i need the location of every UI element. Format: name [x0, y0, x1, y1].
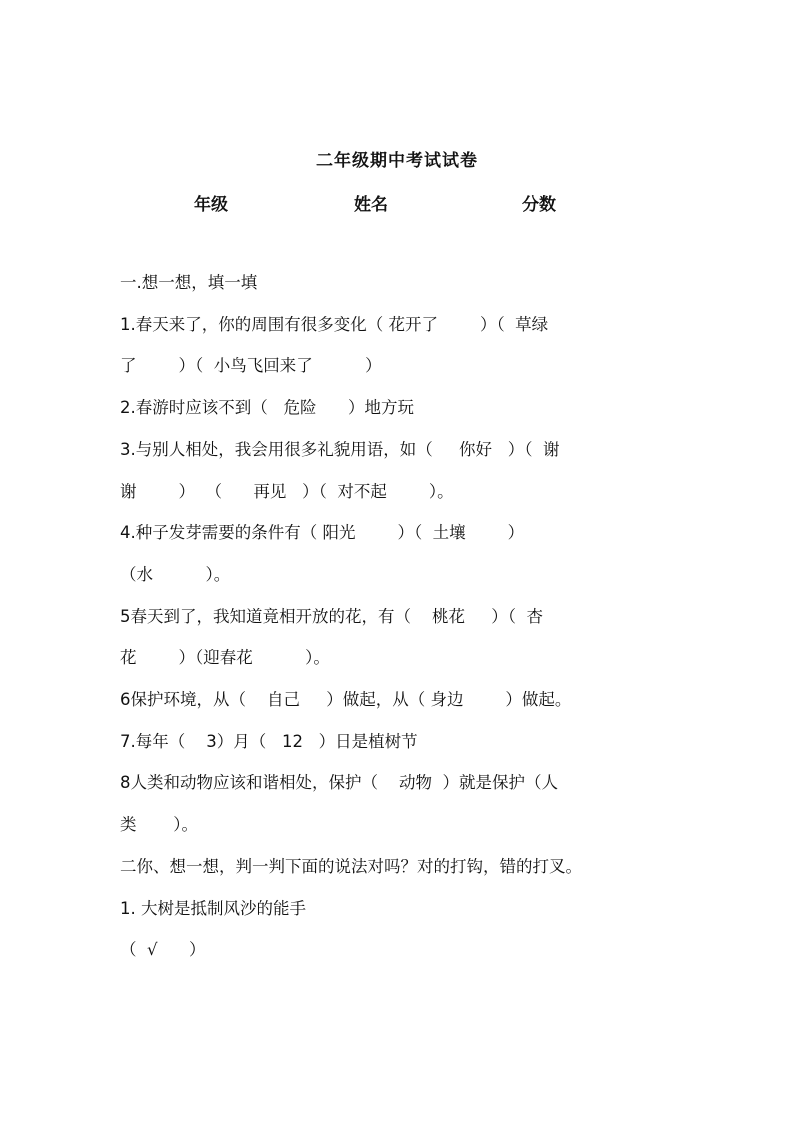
score-label: 分数	[522, 195, 556, 215]
question-5-line-1: 5春天到了，我知道竟相开放的花，有（ 桃花 ）（ 杏	[120, 607, 543, 626]
judge-answer-1: （ √ ）	[120, 940, 206, 959]
name-label: 姓名	[354, 195, 388, 215]
question-7: 7.每年（ 3）月（ 12 ）日是植树节	[120, 732, 418, 751]
grade-label: 年级	[194, 195, 228, 215]
question-1-line-1: 1.春天来了，你的周围有很多变化（ 花开了 ）（ 草绿	[120, 315, 549, 334]
section-2-heading: 二你、想一想，判一判下面的说法对吗？对的打钩，错的打叉。	[120, 857, 582, 876]
question-3-line-2: 谢 ） （ 再见 ）（ 对不起 ）。	[120, 482, 454, 501]
question-1-line-2: 了 ）（ 小鸟飞回来了 ）	[120, 356, 382, 375]
section-1-heading: 一.想一想，填一填	[120, 273, 258, 292]
exam-title: 二年级期中考试试卷	[316, 151, 478, 171]
question-5-line-2: 花 ）（迎春花 ）。	[120, 648, 330, 667]
judge-question-1: 1. 大树是抵制风沙的能手	[120, 899, 306, 918]
question-2: 2.春游时应该不到（ 危险 ）地方玩	[120, 398, 414, 417]
question-8-line-2: 类 ）。	[120, 815, 198, 834]
question-3-line-1: 3.与别人相处，我会用很多礼貌用语，如（ 你好 ）（ 谢	[120, 440, 560, 459]
question-4-line-2: （水 ）。	[120, 565, 231, 584]
question-6: 6保护环境，从（ 自己 ）做起，从（ 身边 ）做起。	[120, 690, 572, 709]
question-8-line-1: 8人类和动物应该和谐相处，保护（ 动物 ）就是保护（人	[120, 773, 558, 792]
question-4-line-1: 4.种子发芽需要的条件有（ 阳光 ）（ 土壤 ）	[120, 523, 525, 542]
